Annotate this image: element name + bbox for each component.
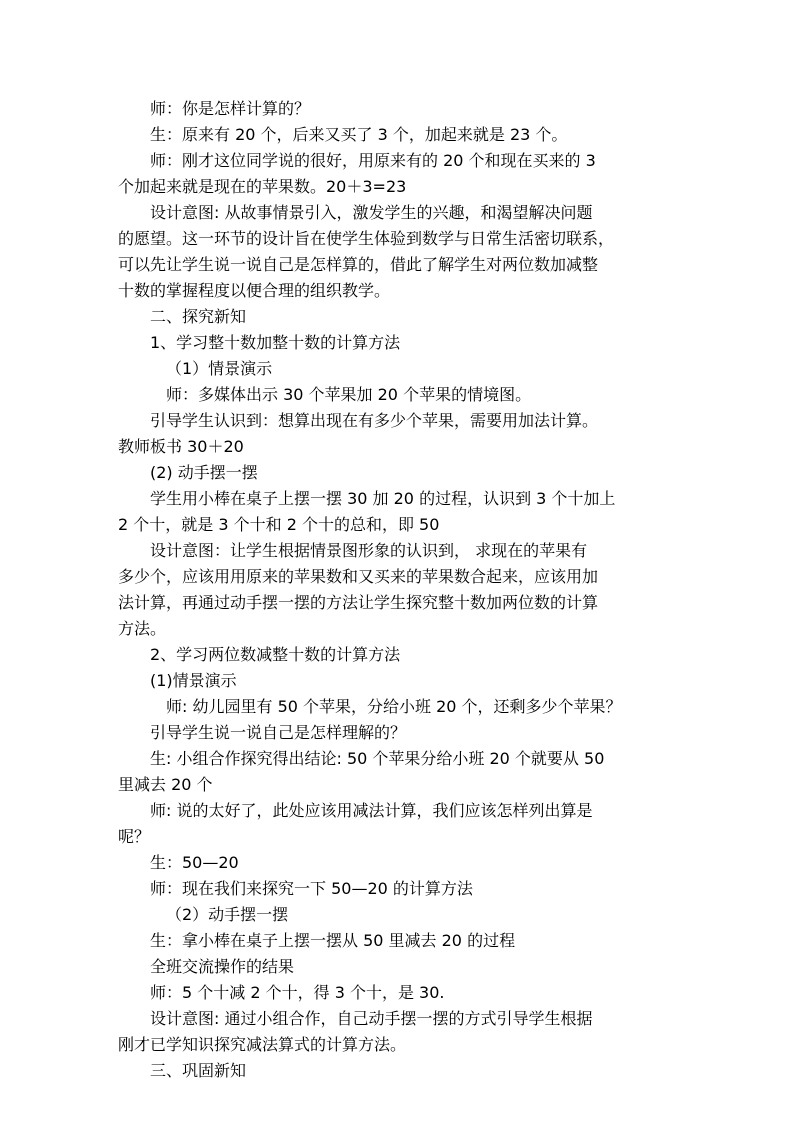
dialogue-line-student: 生: 小组合作探究得出结论: 50 个苹果分给小班 20 个就要从 50 <box>150 749 605 768</box>
dialogue-line-teacher: 师：5 个十减 2 个十，得 3 个十，是 30. <box>150 983 445 1002</box>
paragraph-line: 学生用小棒在桌子上摆一摆 30 加 20 的过程，认识到 3 个十加上 <box>150 489 616 508</box>
design-intent-line: 设计意图: 通过小组合作，自己动手摆一摆的方式引导学生根据 <box>150 1009 593 1028</box>
dialogue-line-teacher-comment: 师：刚才这位同学说的很好，用原来有的 20 个和现在买来的 3 <box>150 151 596 170</box>
paragraph-line: 引导学生说一说自己是怎样理解的？ <box>150 723 407 742</box>
paragraph-line: 全班交流操作的结果 <box>150 957 295 976</box>
paragraph-line: 可以先让学生说一说自己是怎样算的，借此了解学生对两位数加减整 <box>118 255 599 274</box>
section-heading-consolidate: 三、巩固新知 <box>150 1061 247 1080</box>
paragraph-line: 的愿望。这一环节的设计旨在使学生体验到数学与日常生活密切联系， <box>118 229 615 248</box>
dialogue-line-teacher: 师: 说的太好了，此处应该用减法计算，我们应该怎样列出算是 <box>150 801 593 820</box>
dialogue-line-student-answer: 生：原来有 20 个，后来又买了 3 个，加起来就是 23 个。 <box>150 125 568 144</box>
paragraph-line: 方法。 <box>118 619 167 638</box>
dialogue-line-student: 生：拿小棒在桌子上摆一摆从 50 里减去 20 的过程 <box>150 931 516 950</box>
paragraph-line: 刚才已学知识探究减法算式的计算方法。 <box>118 1035 407 1054</box>
section-heading-explore: 二、探究新知 <box>150 307 247 326</box>
step-heading-scenario: （1）情景演示 <box>166 359 273 378</box>
dialogue-line-teacher: 师：多媒体出示 30 个苹果加 20 个苹果的情境图。 <box>166 385 532 404</box>
design-intent-line: 设计意图：让学生根据情景图形象的认识到， 求现在的苹果有 <box>150 541 588 560</box>
board-writing-line: 教师板书 30＋20 <box>118 437 244 456</box>
paragraph-line: 2 个十，就是 3 个十和 2 个十的总和，即 50 <box>118 515 440 534</box>
paragraph-line: 法计算，再通过动手摆一摆的方法让学生探究整十数加两位数的计算 <box>118 593 599 612</box>
paragraph-line: 引导学生认识到：想算出现在有多少个苹果，需要用加法计算。 <box>150 411 599 430</box>
dialogue-line-student: 生：50—20 <box>150 853 239 872</box>
subsection-heading-addition: 1、学习整十数加整十数的计算方法 <box>150 333 401 352</box>
design-intent-line: 设计意图: 从故事情景引入，激发学生的兴趣，和渴望解决问题 <box>150 203 593 222</box>
paragraph-line: 十数的掌握程度以便合理的组织教学。 <box>118 281 391 300</box>
step-heading-hands-on: (2) 动手摆一摆 <box>150 463 258 482</box>
paragraph-line: 多少个，应该用用原来的苹果数和又买来的苹果数合起来，应该用加 <box>118 567 599 586</box>
dialogue-line-teacher: 师: 幼儿园里有 50 个苹果，分给小班 20 个，还剩多少个苹果？ <box>166 697 622 716</box>
step-heading-scenario: (1)情景演示 <box>150 671 237 690</box>
paragraph-line: 个加起来就是现在的苹果数。20＋3=23 <box>118 177 407 196</box>
paragraph-line: 里减去 20 个 <box>118 775 213 794</box>
dialogue-line-teacher: 师：现在我们来探究一下 50—20 的计算方法 <box>150 879 473 898</box>
paragraph-line: 呢？ <box>118 827 151 846</box>
step-heading-hands-on: （2）动手摆一摆 <box>166 905 289 924</box>
subsection-heading-subtraction: 2、学习两位数减整十数的计算方法 <box>150 645 401 664</box>
dialogue-line-teacher-question: 师：你是怎样计算的？ <box>150 99 311 118</box>
